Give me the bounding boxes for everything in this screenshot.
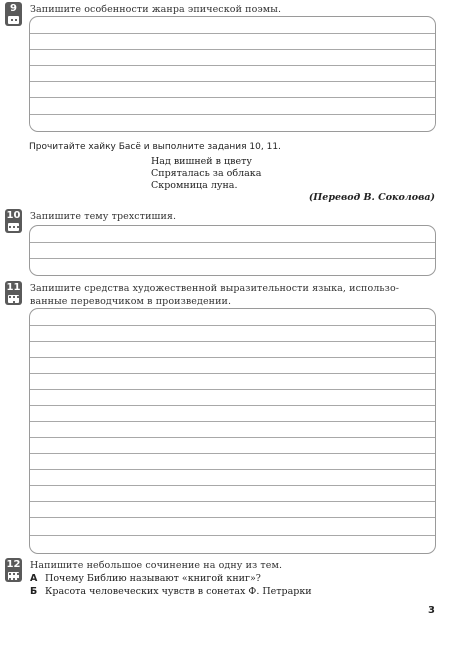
task-9-text: Запишите особенности жанра эпической поэмы. — [30, 4, 282, 15]
page-number: 3 — [428, 605, 435, 616]
answer-box-9[interactable] — [29, 16, 436, 132]
task-number-12: 12 — [6, 559, 21, 570]
task-12-text: Напишите небольшое сочинение на одну из тем. — [30, 560, 283, 571]
task-badge-9 — [5, 2, 22, 26]
essay-topic-b — [30, 586, 312, 597]
task-badge-12 — [5, 558, 22, 582]
score-dots-icon — [8, 295, 19, 303]
task-badge-10 — [5, 209, 22, 233]
task-number-9: 9 — [10, 3, 17, 14]
topic-text: Почему Библию называют «книгой книг»? — [45, 573, 261, 584]
score-dots-icon — [8, 572, 19, 580]
task-number-11: 11 — [6, 282, 21, 293]
haiku-line-3: Скромница луна. — [151, 180, 238, 191]
topic-letter: А — [30, 573, 38, 584]
task-10-text: Запишите тему трехстишия. — [30, 211, 177, 222]
score-dots-icon — [8, 16, 19, 24]
haiku-line-2: Спряталась за облака — [151, 168, 262, 179]
reading-instruction: Прочитайте хайку Басё и выполните задания 10, 11. — [29, 142, 281, 152]
haiku-line-1: Над вишней в цвету — [151, 156, 252, 167]
answer-box-10[interactable] — [29, 225, 436, 276]
task-11-text: Запишите средства художественной выразительности языка, использо- ванные переводчиком в произведении. — [30, 283, 400, 307]
topic-text: Красота человеческих чувств в сонетах Ф. Петрарки — [45, 586, 312, 597]
topic-letter: Б — [30, 586, 38, 597]
task-badge-11 — [5, 281, 22, 305]
task-number-10: 10 — [6, 210, 21, 221]
essay-topic-a — [30, 573, 261, 584]
answer-box-11[interactable] — [29, 308, 436, 554]
translation-credit: (Перевод В. Соколова) — [308, 192, 435, 203]
score-dots-icon — [8, 223, 19, 231]
